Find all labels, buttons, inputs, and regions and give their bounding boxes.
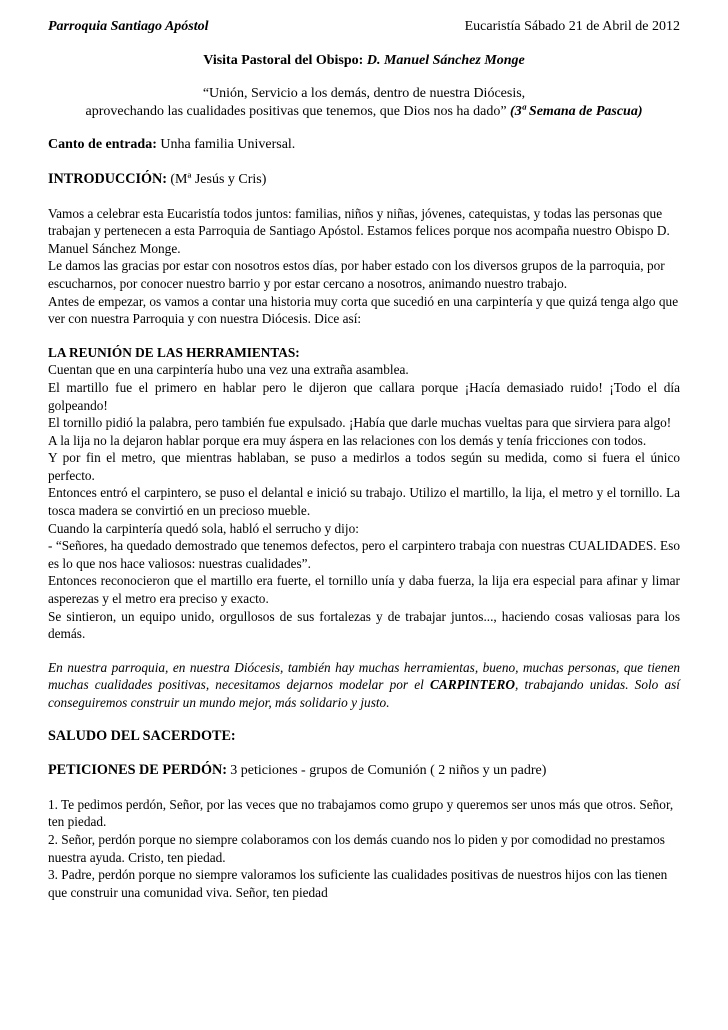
carpenter-emphasis: CARPINTERO — [430, 677, 515, 693]
intro-paragraph: Le damos las gracias por estar con nosotros estos días, por haber estado con los diversos grupos de la parroquia, por escucharnos, por conocer nuestro barrio y por estar cercano a nosotros, animando nuestro trabajo. — [48, 258, 665, 291]
story-line: Cuando la carpintería quedó sola, habló el serrucho y dijo: — [48, 520, 359, 536]
petitions-heading: PETICIONES DE PERDÓN: 3 peticiones - grupos de Comunión ( 2 niños y un padre) — [48, 762, 547, 779]
petitions-list — [48, 796, 680, 902]
motto-line-2: aprovechando las cualidades positivas que tenemos, que Dios nos ha dado” (3ª Semana de Pascua) — [85, 103, 643, 119]
entrance-song: Canto de entrada: Unha familia Universal. — [48, 137, 296, 153]
page-header — [48, 18, 680, 36]
story-line: Y por fin el metro, que mientras hablaban, se puso a medirlos a todos según su medida, como si fuera el único perfecto. — [48, 450, 680, 483]
intro-heading: INTRODUCCIÓN: (Mª Jesús y Cris) — [48, 170, 267, 187]
greeting-heading: SALUDO DEL SACERDOTE: — [48, 727, 236, 744]
bishop-name: D. Manuel Sánchez Monge — [366, 52, 525, 68]
story-line: El martillo fue el primero en hablar pero le dijeron que callara porque ¡Hacía demasiado ruido! ¡Todo el día golpeando! — [48, 379, 680, 413]
intro-paragraph: Vamos a celebrar esta Eucaristía todos juntos: familias, niños y niñas, jóvenes, catequistas, y todas las personas que trabajan y pertenecen a esta Parroquia de Santiago Apóstol. Estamos felices porque nos acompaña nuestro Obispo D. Manuel Sánchez Monge. — [48, 205, 670, 256]
story-title: LA REUNIÓN DE LAS HERRAMIENTAS: — [48, 344, 300, 360]
petition-item: 2. Señor, perdón porque no siempre colaboramos con los demás cuando nos lo piden y por comodidad no prestamos nuestra ayuda. Cristo, ten piedad. — [48, 831, 665, 865]
document-page — [48, 18, 680, 901]
story-line: Entonces entró el carpintero, se puso el delantal e inició su trabajo. Utilizo el martillo, la lija, el metro y el tornillo. La tosca madera se convirtió en un precioso mueble. — [48, 485, 680, 519]
motto — [48, 85, 680, 120]
story-line: El tornillo pidió la palabra, pero también fue expulsado. ¡Había que darle muchas vueltas para que sirviera para algo! — [48, 415, 672, 431]
visit-title: Visita Pastoral del Obispo: D. Manuel Sánchez Monge — [203, 52, 525, 68]
reflection: En nuestra parroquia, en nuestra Diócesis, también hay muchas herramientas, bueno, muchas personas, que tienen muchas cualidades positivas, necesitamos dejarnos modelar por el CARPINTERO, trabajando unidas. Solo así conseguiremos construir un mundo mejor, más solidario y justo. — [48, 659, 680, 710]
story-line: A la lija no la dejaron hablar porque era muy áspera en las relaciones con los demás y tenía fricciones con todos. — [48, 432, 647, 448]
intro-paragraph: Antes de empezar, os vamos a contar una historia muy corta que sucedió en una carpintería y que quizá tenga algo que ver con nuestra Parroquia y con nuestra Diócesis. Dice así: — [48, 293, 679, 327]
petition-item: 3. Padre, perdón porque no siempre valoramos los suficiente las cualidades positivas de nuestros hijos con las tienen que construir una comunidad viva. Señor, ten piedad — [48, 867, 668, 900]
intro-text — [48, 205, 680, 328]
petition-item: 1. Te pedimos perdón, Señor, por las veces que no trabajamos como grupo y queremos ser unos más que otros. Señor, ten piedad. — [48, 796, 674, 830]
story-line: Cuentan que en una carpintería hubo una vez una extraña asamblea. — [48, 362, 409, 378]
parish-name: Parroquia Santiago Apóstol — [48, 19, 209, 34]
motto-line-1: “Unión, Servicio a los demás, dentro de nuestra Diócesis, — [202, 86, 526, 102]
easter-week: (3ª Semana de Pascua) — [510, 103, 643, 119]
story-line: Entonces reconocieron que el martillo era fuerte, el tornillo unía y daba fuerza, la lija era especial para afinar y limar asperezas y el metro era preciso y exacto. — [48, 573, 680, 607]
story-line: - “Señores, ha quedado demostrado que tenemos defectos, pero el carpintero trabaja con nuestras CUALIDADES. Eso es lo que nos hace valiosos: nuestras cualidades”. — [48, 538, 680, 571]
story-line: Se sintieron, un equipo unido, orgullosos de sus fortalezas y de trabajar juntos..., haciendo cosas valiosas para los demás. — [48, 608, 680, 642]
story — [48, 344, 680, 643]
celebration-date: Eucaristía Sábado 21 de Abril de 2012 — [464, 19, 680, 34]
